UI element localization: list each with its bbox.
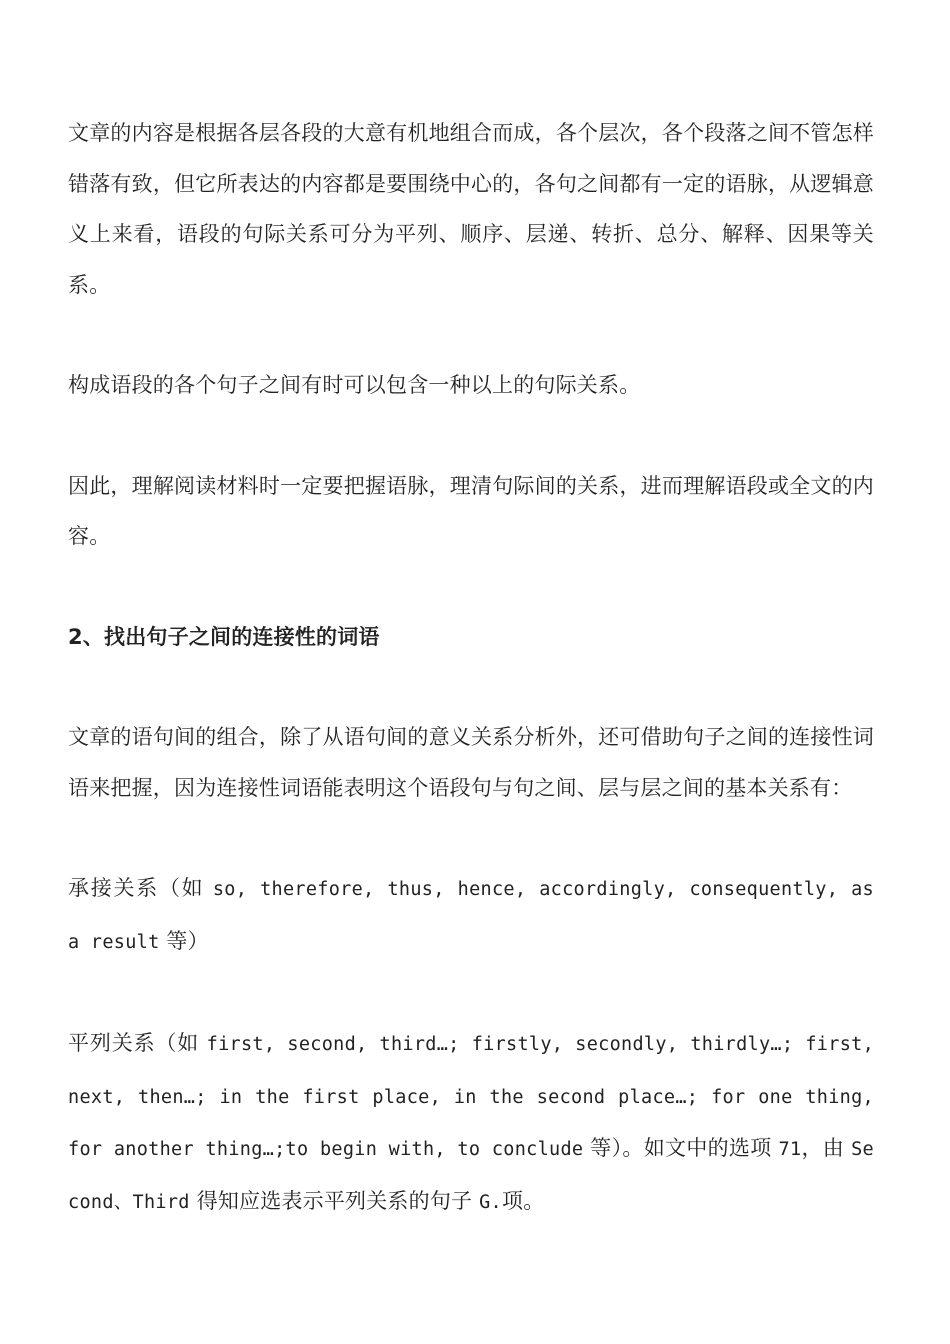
document-body — [68, 108, 874, 1228]
ordinal-words: Second、Third — [68, 1139, 874, 1213]
option-number: 71 — [778, 1139, 802, 1160]
paragraph-reading-advice: 因此，理解阅读材料时一定要把握语脉，理清句际间的关系，进而理解语段或全文的内容。 — [68, 473, 874, 548]
section-heading: 2、找出句子之间的连接性的词语 — [68, 624, 380, 649]
sequential-label: 承接关系（如 — [68, 876, 213, 900]
parallel-mid2: ，由 — [801, 1136, 852, 1160]
paragraph-sequential-relation — [68, 863, 874, 968]
parallel-end: 项。 — [502, 1188, 545, 1213]
sequential-tail: 等） — [159, 928, 209, 953]
sequential-examples: so, therefore, thus, hence, accordingly, consequently, as a result — [68, 879, 874, 953]
paragraph-parallel-relation — [68, 1018, 874, 1228]
paragraph-relations-intro: 文章的内容是根据各层各段的大意有机地组合而成，各个层次，各个段落之间不管怎样错落有致，但它所表达的内容都是要围绕中心的，各句之间都有一定的语脉，从逻辑意义上来看，语段的句际关系可分为平列、顺序、层递、转折、总分、解释、因果等关系。 — [68, 121, 874, 297]
answer-option: G. — [479, 1191, 502, 1213]
parallel-tail: 得知应选表示平列关系的句子 — [189, 1188, 480, 1213]
parallel-examples: first, second, third…; firstly, secondly, thirdly…; first, next, then…; in the first place, in the second place…; for one thing, for another thing…;to begin with, to conclude — [68, 1034, 875, 1160]
parallel-mid: 等）。如文中的选项 — [583, 1136, 779, 1160]
parallel-label: 平列关系（如 — [68, 1031, 207, 1055]
paragraph-multiple-relations: 构成语段的各个句子之间有时可以包含一种以上的句际关系。 — [68, 373, 641, 397]
paragraph-connectives-intro: 文章的语句间的组合，除了从语句间的意义关系分析外，还可借助句子之间的连接性词语来把握，因为连接性词语能表明这个语段句与句之间、层与层之间的基本关系有： — [68, 725, 874, 800]
